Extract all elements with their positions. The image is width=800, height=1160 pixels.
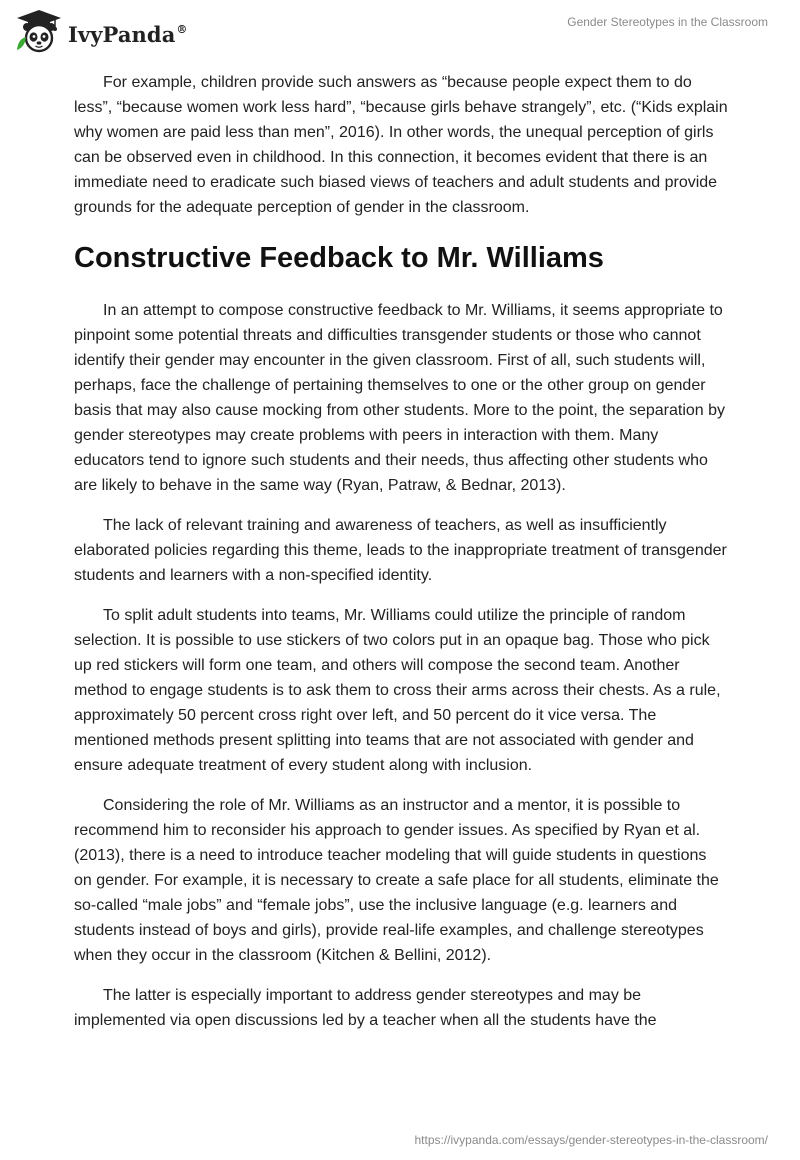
logo-text — [68, 22, 188, 47]
logo-name: IvyPanda — [68, 21, 176, 47]
footer-url[interactable]: https://ivypanda.com/essays/gender-stereotypes-in-the-classroom/ — [414, 1133, 768, 1147]
section-heading: Constructive Feedback to Mr. Williams — [74, 242, 604, 274]
paragraph-feedback-threats: In an attempt to compose constructive feedback to Mr. Williams, it seems appropriate to pinpoint some potential threats and difficulties transgender students or those who cannot identify their gender may encounter in the given classroom. First of all, such students will, perhaps, face the challenge of pertaining themselves to one or the other group on gender basis that may also cause mocking from other students. More to the point, the separation by gender stereotypes may create problems with peers in interaction with them. Many educators tend to ignore such students and their needs, thus affecting other students who are likely to behave in the same way (Ryan, Patraw, & Bednar, 2013). — [74, 302, 726, 494]
ivypanda-logo[interactable] — [14, 8, 188, 54]
page-title: Gender Stereotypes in the Classroom — [567, 15, 768, 29]
page-header — [0, 0, 800, 60]
paragraph-instructor-role: Considering the role of Mr. Williams as an instructor and a mentor, it is possible to recommend him to reconsider his approach to gender issues. As specified by Ryan et al. (2013), there is a need to introduce teacher modeling that will guide students in questions on gender. For example, it is necessary to create a safe place for all students, eliminate the so-called “male jobs” and “female jobs”, use the inclusive language (e.g. learners and students instead of boys and girls), provide real-life examples, and challenge stereotypes when they occur in the classroom (Kitchen & Bellini, 2012). — [74, 797, 719, 964]
paragraph-open-discussions: The latter is especially important to address gender stereotypes and may be implemented via open discussions led by a teacher when all the students have the — [74, 987, 657, 1029]
panda-graduate-icon — [14, 8, 64, 54]
registered-mark: ® — [176, 22, 188, 36]
paragraph-team-splitting: To split adult students into teams, Mr. Williams could utilize the principle of random selection. It is possible to use stickers of two colors put in an opaque bag. Those who pick up red stickers will form one team, and others will compose the second team. Another method to engage students is to ask them to cross their arms across their chests. As a rule, approximately 50 percent cross right over left, and 50 percent do it vice versa. The mentioned methods present splitting into teams that are not associated with gender and ensure adequate treatment of every student along with inclusion. — [74, 607, 721, 774]
essay-content — [74, 70, 728, 1048]
paragraph-kids-answers: For example, children provide such answers as “because people expect them to do less”, “because women work less hard”, “because girls behave strangely”, etc. (“Kids explain why women are paid less than men”, 2016). In other words, the unequal perception of girls can be observed even in childhood. In this connection, it becomes evident that there is an immediate need to eradicate such biased views of teachers and adult students and provide grounds for the adequate perception of gender in the classroom. — [74, 74, 728, 216]
paragraph-training-awareness: The lack of relevant training and awareness of teachers, as well as insufficiently elaborated policies regarding this theme, leads to the inappropriate treatment of transgender students and learners with a non-specified identity. — [74, 517, 727, 584]
